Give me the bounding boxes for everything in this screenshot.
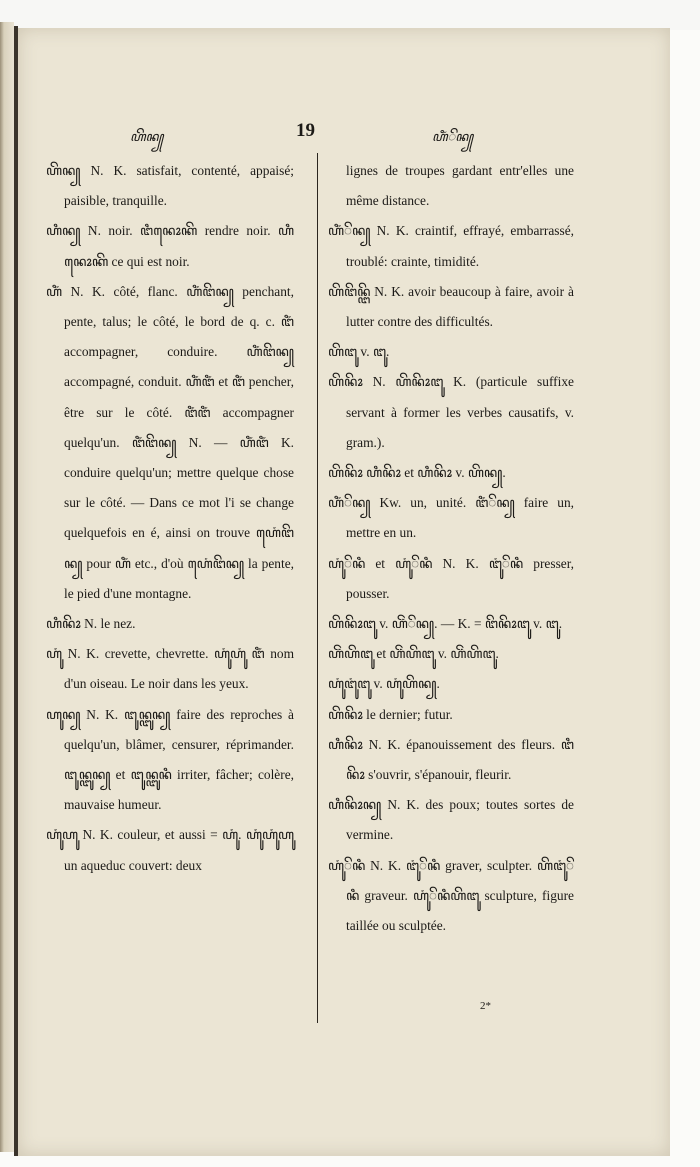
dictionary-entry: ꦲꦶꦤꦼꦴ N. le nez. [46, 616, 136, 632]
right-column [328, 156, 574, 941]
scan-background [0, 0, 700, 30]
dictionary-entry: ꦲꦸꦁ N. K. crevette, chevrette. ꦲꦸꦁꦲꦸꦁ ꦔꦶꦁ nom d'un oiseau. Le noir dans les yeux. [46, 646, 294, 692]
dictionary-entry: ꦲꦸꦁꦼꦤꦶ N. K. ꦔꦸꦁꦼꦤꦶ graver, sculpter. ꦲꦼꦔꦸꦁꦼꦤꦶ graveur. ꦲꦸꦁꦼꦤꦶꦲꦼꦔꦸ sculpture, figure taillée ou sculptée. [328, 857, 574, 934]
dictionary-entry: ꦲꦶꦤ꧀ N. noir. ꦔꦶꦤꦺꦴꦏꦼ rendre noir. ꦲꦶꦤꦺꦴꦏꦼ ce qui est noir. [46, 223, 294, 269]
page-header [18, 120, 670, 150]
dictionary-entry: ꦲꦸꦁꦼꦤꦶ et ꦲꦸꦁꦼꦤꦶ N. K. ꦔꦸꦁꦼꦤꦶ presser, pousser. [328, 555, 574, 601]
dictionary-entry: ꦲꦶꦤꦼꦴ N. K. épanouissement des fleurs. ꦔꦶꦤꦼꦴ s'ouvrir, s'épanouir, fleurir. [328, 736, 574, 783]
dictionary-entry: ꦲꦼꦤꦼꦴꦔꦸ v. ꦲꦼꦁꦼꦤ꧀. — K. = ꦔꦼꦤꦼꦴꦔꦸ v. ꦔꦸ. [328, 616, 563, 632]
dictionary-entry: ꦲꦼꦤꦼꦴ le dernier; futur. [328, 706, 453, 722]
dictionary-entry: ꦲꦶꦁ N. K. côté, flanc. ꦲꦶꦁꦔꦼꦤ꧀ penchant, pente, talus; le côté, le bord de q. c. ꦔꦶꦁ accompagner, conduire. ꦲꦶꦁꦔꦼꦤ꧀ accompagné, conduit. ꦲꦶꦁꦔꦶꦁ et ꦔꦶꦁ pencher, être sur le côté. ꦔꦶꦁꦔꦶꦁ accompagner quelqu'un. ꦔꦶꦁꦔꦼꦤ꧀ N. — ꦲꦶꦁꦔꦶꦁ K. conduire quelqu'un; mettre quelque chose sur le côté. — Dans ce mot l'i se change quelquefois en é, ainsi on trouve ꦲꦺꦁꦔꦼꦤ꧀ pour ꦲꦶꦁ etc., d'où ꦲꦺꦁꦔꦼꦤ꧀ la pente, le pied d'une montagne. [46, 283, 294, 601]
dictionary-entry: ꦲꦶꦤꦼꦴꦤ꧀ N. K. des poux; toutes sortes de vermine. [328, 797, 574, 843]
dictionary-entry: ꦲꦼꦔꦸ v. ꦔꦸ. [328, 344, 390, 360]
dictionary-entry: ꦲꦸꦤ꧀ N. K. ꦔꦸꦤ꧀ꦔꦸꦤ꧀ faire des reproches à quelqu'un, blâmer, censurer, réprimander. ꦔꦸꦤ꧀ꦔꦸꦤ꧀ et ꦔꦸꦤ꧀ꦔꦸꦤꦶ irriter, fâcher; colère, mauvaise humeur. [46, 706, 294, 813]
dictionary-entry: ꦲꦼꦤ꧀ N. K. satisfait, contenté, appaisé; paisible, tranquille. [46, 163, 294, 209]
dictionary-entry: ꦲꦼꦤꦼꦴ ꦲꦶꦤꦼꦴ et ꦲꦶꦤꦼꦴ v. ꦲꦼꦤ꧀. [328, 465, 506, 481]
facing-page-edge [0, 22, 14, 1152]
dictionary-entry: ꦲꦶꦁꦼꦤ꧀ Kw. un, unité. ꦔꦶꦁꦼꦤ꧀ faire un, mettre en un. [328, 495, 574, 541]
dictionary-entry-continuation: lignes de troupes gardant entr'elles une même distance. [346, 163, 574, 209]
dictionary-entry: ꦲꦶꦁꦼꦤ꧀ N. K. craintif, effrayé, embarrassé, troublé: crainte, timidité. [328, 223, 574, 269]
page-number: 19 [296, 120, 315, 141]
dictionary-entry: ꦲꦸꦁꦔꦸꦁꦔꦸ v. ꦲꦸꦁꦲꦼꦤ꧀. [328, 676, 440, 692]
left-running-headword: ꦲꦼꦤ꧀ [130, 129, 164, 144]
left-column [46, 156, 294, 881]
dictionary-entry: ꦲꦸꦁꦲꦸ N. K. couleur, et aussi = ꦲꦸꦁ. ꦲꦸꦁꦲꦸꦁꦲꦸ un aqueduc couvert: deux [46, 827, 294, 873]
right-running-headword: ꦲꦶꦁꦼꦤ꧀ [432, 129, 474, 144]
column-divider [317, 153, 318, 1023]
dictionary-entry: ꦲꦼꦤꦼꦴ N. ꦲꦼꦤꦼꦴꦔꦸ K. (particule suffixe servant à former les verbes causatifs, v. gram.). [328, 374, 574, 450]
signature-mark: 2* [480, 1000, 491, 1012]
dictionary-entry: ꦲꦼꦁꦲꦼꦔꦸ et ꦲꦼꦁꦲꦼꦔꦸ v. ꦲꦼꦁꦲꦼꦔꦸ. [328, 646, 499, 662]
dictionary-page [18, 28, 670, 1156]
dictionary-entry: ꦲꦼꦔꦼꦤ꧀ꦔꦼ N. K. avoir beaucoup à faire, avoir à lutter contre des difficultés. [328, 283, 574, 330]
